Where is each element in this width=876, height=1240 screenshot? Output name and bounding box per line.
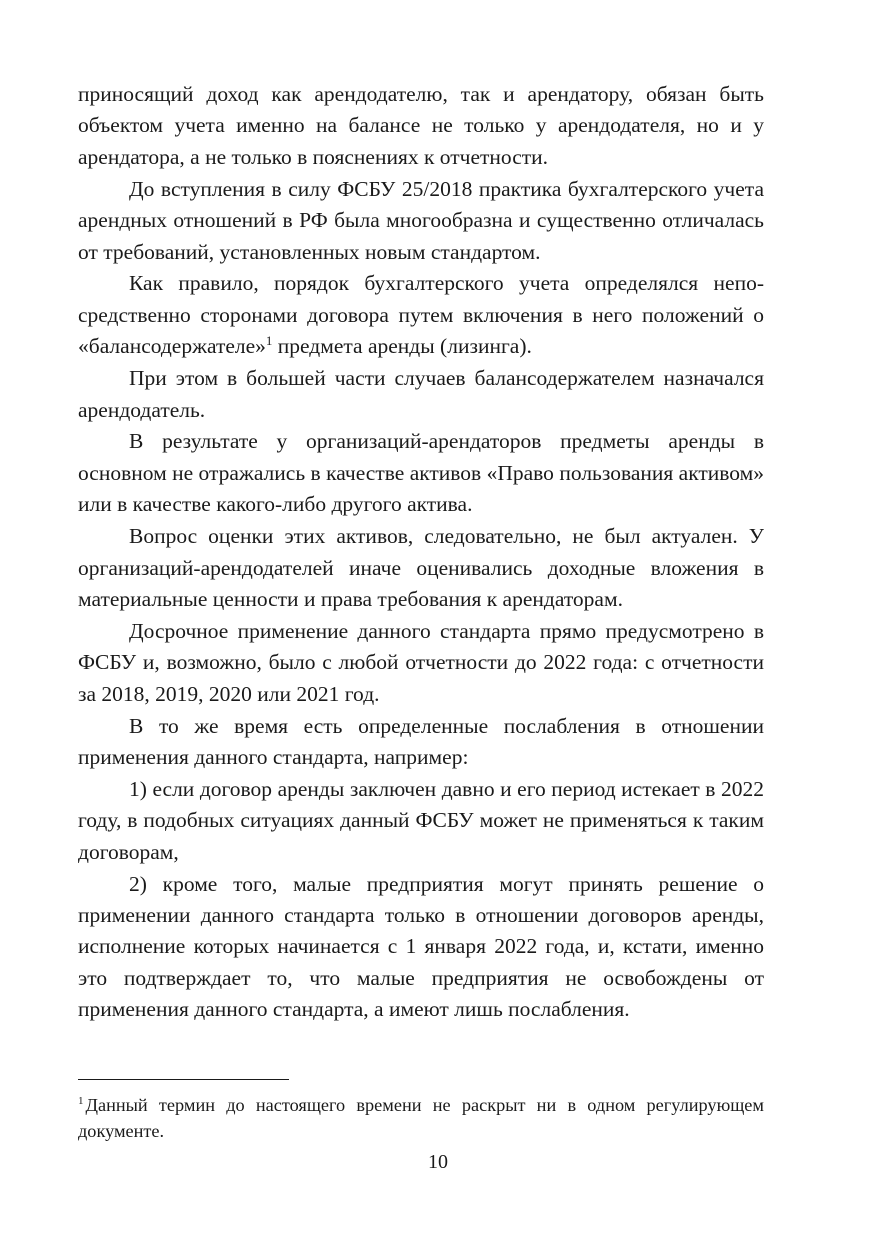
list-item-2: 2) кроме того, малые предприятия могут принять решение о применении данного стандарта только в отношении договоров аренды, исполнение которых начинается с 1 января 2022 года, и, кстати, именно это подтверждает то, что малые предприятия не освобождены от применения данного стандарта, а имеют лишь послабления. (78, 871, 764, 1022)
paragraph-3-text-before: Как правило, порядок бухгалтерского учета определялся непосредственно сторонами договора путем включения в него положений о «балансодержателе» (78, 271, 764, 359)
paragraph-3 (78, 268, 764, 362)
footnote-divider (78, 1079, 289, 1080)
footnote-text: Данный термин до настоящего времени не раскрыт ни в одном регулирующем документе. (78, 1095, 764, 1141)
footnote-reference[interactable]: 1 (265, 333, 273, 349)
paragraph-1: приносящий доход как арендодателю, так и арендатору, обязан быть объектом учета именно на балансе не только у арендодателя, но и у арендатора, а не только в пояснениях к отчетности. (78, 82, 764, 169)
paragraph-6: Вопрос оценки этих активов, следовательно, не был актуален. У организаций-арендодателей иначе оценивались доходные вложения в материальные ценности и права требования к арендаторам. (78, 524, 764, 611)
paragraph-4: При этом в большей части случаев балансодержателем назначался арендодатель. (78, 366, 764, 422)
paragraph-2: До вступления в силу ФСБУ 25/2018 практика бухгалтерского учета арендных отношений в РФ была многообразна и существенно отличалась от требований, установленных новым стандартом. (78, 176, 764, 264)
footnote-mark: 1 (78, 1095, 84, 1107)
paragraph-3-text-after: предмета аренды (лизинга). (272, 334, 532, 359)
paragraph-5: В результате у организаций-арендаторов предметы аренды в основном не отражались в качестве активов «Право пользования активом» или в качестве какого-либо другого актива. (78, 429, 764, 517)
page-body (78, 79, 764, 1026)
paragraph-7: Досрочное применение данного стандарта прямо предусмотрено в ФСБУ и, возможно, было с любой отчетности до 2022 года: с отчетности за 2018, 2019, 2020 или 2021 год. (78, 618, 764, 706)
page-number: 10 (428, 1151, 448, 1173)
footnote (78, 1092, 764, 1144)
list-item-1: 1) если договор аренды заключен давно и его период истекает в 2022 году, в подобных ситуациях данный ФСБУ может не применяться к таким договорам, (78, 776, 764, 864)
paragraph-8: В то же время есть определенные послабления в отношении применения данного стандарта, например: (78, 713, 764, 770)
